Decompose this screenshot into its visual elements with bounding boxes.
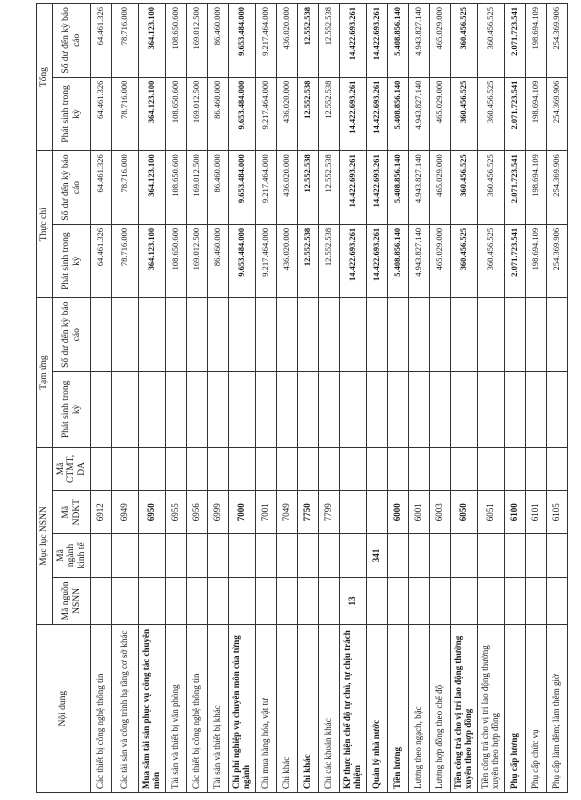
cell-row-content: Tài sản và thiết bị khác	[208, 625, 229, 793]
cell-ctmt-code	[187, 447, 208, 490]
cell-total-arise: 436.020.000	[277, 77, 298, 151]
cell-advance-arise	[340, 372, 367, 448]
table-row	[319, 4, 340, 793]
cell-advance-arise	[229, 372, 256, 448]
cell-ctmt-code	[367, 447, 388, 490]
cell-advance-arise	[277, 372, 298, 448]
cell-source-code	[430, 577, 451, 625]
cell-ctmt-code	[112, 447, 139, 490]
cell-advance-balance	[505, 298, 526, 372]
cell-advance-balance	[388, 298, 409, 372]
cell-ctmt-code	[319, 447, 340, 490]
cell-advance-balance	[430, 298, 451, 372]
header-advance-balance: Số dư đến kỳ báo cáo	[53, 298, 91, 372]
cell-source-code	[277, 577, 298, 625]
cell-actual-arise: 436.020.000	[277, 224, 298, 298]
cell-advance-balance	[409, 298, 430, 372]
cell-advance-arise	[478, 372, 505, 448]
cell-actual-balance: 12.552.538	[298, 151, 319, 225]
cell-total-arise: 198.694.109	[526, 77, 547, 151]
cell-actual-balance: 4.943.827.140	[409, 151, 430, 225]
cell-row-content: Tiền công trả cho vị trí lao động thường xuyên theo hợp đồng	[478, 625, 505, 793]
cell-total-balance: 14.422.693.261	[367, 4, 388, 78]
cell-actual-arise: 169.012.500	[187, 224, 208, 298]
cell-advance-balance	[208, 298, 229, 372]
cell-ctmt-code	[166, 447, 187, 490]
cell-actual-arise: 254.369.906	[547, 224, 568, 298]
cell-total-balance: 465.029.000	[430, 4, 451, 78]
cell-total-balance: 169.012.500	[187, 4, 208, 78]
cell-source-code	[388, 577, 409, 625]
cell-ndkt-code: 6949	[112, 491, 139, 534]
budget-report-table	[36, 3, 568, 793]
cell-total-arise: 64.461.326	[91, 77, 112, 151]
cell-advance-arise	[91, 372, 112, 448]
cell-actual-arise: 360.456.525	[451, 224, 478, 298]
cell-source-code	[319, 577, 340, 625]
cell-actual-balance: 108.650.600	[166, 151, 187, 225]
cell-ndkt-code: 6001	[409, 491, 430, 534]
cell-advance-balance	[166, 298, 187, 372]
cell-actual-arise: 14.422.693.261	[367, 224, 388, 298]
cell-actual-balance: 364.123.100	[139, 151, 166, 225]
cell-source-code	[367, 577, 388, 625]
cell-total-arise: 86.460.000	[208, 77, 229, 151]
cell-row-content: Các thiết bị công nghệ thông tin	[187, 625, 208, 793]
cell-advance-balance	[451, 298, 478, 372]
cell-ctmt-code	[208, 447, 229, 490]
cell-total-balance: 12.552.538	[298, 4, 319, 78]
cell-actual-balance: 465.029.000	[430, 151, 451, 225]
cell-actual-balance: 9.217.464.000	[256, 151, 277, 225]
cell-actual-arise: 364.123.100	[139, 224, 166, 298]
cell-row-content: Tiền công trả cho vị trí lao động thường xuyên theo hợp đồng	[451, 625, 478, 793]
cell-source-code	[298, 577, 319, 625]
header-source-code: Mã nguồn NSNN	[53, 577, 91, 625]
cell-total-arise: 364.123.100	[139, 77, 166, 151]
cell-sector-code	[526, 534, 547, 577]
cell-actual-balance: 86.460.000	[208, 151, 229, 225]
cell-advance-balance	[526, 298, 547, 372]
cell-actual-balance: 436.020.000	[277, 151, 298, 225]
table-row	[139, 4, 166, 793]
cell-advance-balance	[91, 298, 112, 372]
cell-ndkt-code: 7000	[229, 491, 256, 534]
cell-row-content: Chi phí nghiệp vụ chuyên môn của từng ngành	[229, 625, 256, 793]
cell-actual-arise: 64.461.326	[91, 224, 112, 298]
cell-sector-code	[547, 534, 568, 577]
cell-source-code	[505, 577, 526, 625]
cell-actual-balance: 198.694.109	[526, 151, 547, 225]
cell-total-balance: 360.456.525	[478, 4, 505, 78]
cell-actual-balance: 169.012.500	[187, 151, 208, 225]
table-body	[91, 4, 568, 793]
cell-source-code	[526, 577, 547, 625]
header-ndkt-code: Mã NDKT	[53, 491, 91, 534]
cell-row-content: KP thực hiện chế độ tự chủ, tự chịu trách nhiệm	[340, 625, 367, 793]
cell-advance-arise	[388, 372, 409, 448]
cell-ndkt-code	[340, 491, 367, 534]
header-group-mlns: Mục lục NSNN	[37, 447, 53, 624]
cell-ndkt-code: 6950	[139, 491, 166, 534]
cell-actual-balance: 14.422.693.261	[340, 151, 367, 225]
cell-advance-balance	[277, 298, 298, 372]
cell-total-balance: 436.020.000	[277, 4, 298, 78]
cell-row-content: Phụ cấp lương	[505, 625, 526, 793]
cell-advance-arise	[505, 372, 526, 448]
cell-row-content: Các tài sản và công trình hạ tầng cơ sở khác	[112, 625, 139, 793]
cell-actual-arise: 360.456.525	[478, 224, 505, 298]
cell-ndkt-code	[367, 491, 388, 534]
cell-advance-arise	[208, 372, 229, 448]
cell-actual-arise: 78.716.000	[112, 224, 139, 298]
cell-total-balance: 64.461.326	[91, 4, 112, 78]
cell-ndkt-code: 6999	[208, 491, 229, 534]
cell-total-balance: 2.071.723.541	[505, 4, 526, 78]
cell-source-code	[166, 577, 187, 625]
cell-actual-arise: 9.217.464.000	[256, 224, 277, 298]
cell-advance-balance	[112, 298, 139, 372]
cell-row-content: Tiền lương	[388, 625, 409, 793]
cell-ndkt-code: 6105	[547, 491, 568, 534]
cell-row-content: Tài sản và thiết bị văn phòng	[166, 625, 187, 793]
header-group-actual: Thực chi	[37, 151, 53, 298]
cell-total-arise: 14.422.693.261	[340, 77, 367, 151]
cell-sector-code	[451, 534, 478, 577]
cell-sector-code	[430, 534, 451, 577]
cell-actual-balance: 12.552.538	[319, 151, 340, 225]
cell-row-content: Phụ cấp làm đêm; làm thêm giờ	[547, 625, 568, 793]
table-row	[526, 4, 547, 793]
cell-actual-arise: 4.943.827.140	[409, 224, 430, 298]
cell-sector-code	[187, 534, 208, 577]
cell-ctmt-code	[298, 447, 319, 490]
header-content: Nội dung	[37, 625, 91, 793]
cell-advance-arise	[319, 372, 340, 448]
cell-total-arise: 2.071.723.541	[505, 77, 526, 151]
cell-total-balance: 364.123.100	[139, 4, 166, 78]
cell-sector-code	[388, 534, 409, 577]
cell-source-code	[451, 577, 478, 625]
cell-row-content: Lương hợp đồng theo chế độ	[430, 625, 451, 793]
cell-sector-code	[298, 534, 319, 577]
cell-row-content: Các thiết bị công nghệ thông tin	[91, 625, 112, 793]
cell-row-content: Chi khác	[277, 625, 298, 793]
cell-advance-arise	[256, 372, 277, 448]
cell-advance-balance	[340, 298, 367, 372]
cell-total-arise: 9.217.464.000	[256, 77, 277, 151]
cell-actual-arise: 5.408.856.140	[388, 224, 409, 298]
header-total-balance: Số dư đến kỳ báo cáo	[53, 4, 91, 78]
cell-total-arise: 12.552.538	[298, 77, 319, 151]
cell-advance-balance	[319, 298, 340, 372]
cell-advance-arise	[166, 372, 187, 448]
cell-ndkt-code: 6955	[166, 491, 187, 534]
cell-advance-arise	[547, 372, 568, 448]
cell-advance-balance	[187, 298, 208, 372]
cell-sector-code	[208, 534, 229, 577]
cell-total-arise: 169.012.500	[187, 77, 208, 151]
cell-sector-code	[166, 534, 187, 577]
cell-actual-balance: 2.071.723.541	[505, 151, 526, 225]
table-row	[478, 4, 505, 793]
cell-advance-balance	[547, 298, 568, 372]
cell-total-arise: 12.552.538	[319, 77, 340, 151]
cell-actual-arise: 86.460.000	[208, 224, 229, 298]
cell-ctmt-code	[139, 447, 166, 490]
cell-actual-arise: 14.422.693.261	[340, 224, 367, 298]
table-row	[367, 4, 388, 793]
cell-actual-arise: 12.552.538	[319, 224, 340, 298]
header-sector-code: Mã ngành kinh tế	[53, 534, 91, 577]
cell-total-arise: 78.716.000	[112, 77, 139, 151]
table-row	[256, 4, 277, 793]
cell-source-code: 13	[340, 577, 367, 625]
cell-total-arise: 360.456.525	[478, 77, 505, 151]
cell-ctmt-code	[340, 447, 367, 490]
cell-sector-code	[505, 534, 526, 577]
cell-advance-balance	[478, 298, 505, 372]
cell-ctmt-code	[451, 447, 478, 490]
cell-actual-balance: 9.653.484.000	[229, 151, 256, 225]
cell-ctmt-code	[547, 447, 568, 490]
table-row	[340, 4, 367, 793]
cell-total-arise: 14.422.693.261	[367, 77, 388, 151]
cell-advance-arise	[430, 372, 451, 448]
cell-ctmt-code	[256, 447, 277, 490]
table-row	[547, 4, 568, 793]
cell-total-arise: 360.456.525	[451, 77, 478, 151]
cell-row-content: Mua sắm tài sản phục vụ công tác chuyên môn	[139, 625, 166, 793]
cell-row-content: Phụ cấp chức vụ	[526, 625, 547, 793]
cell-row-content: Chi mua hàng hóa, vật tư	[256, 625, 277, 793]
cell-sector-code	[277, 534, 298, 577]
cell-actual-balance: 14.422.693.261	[367, 151, 388, 225]
cell-source-code	[478, 577, 505, 625]
cell-advance-arise	[187, 372, 208, 448]
cell-total-balance: 86.460.000	[208, 4, 229, 78]
cell-ctmt-code	[409, 447, 430, 490]
header-group-advance: Tạm ứng	[37, 298, 53, 447]
header-group-total: Tổng	[37, 4, 53, 151]
cell-actual-balance: 360.456.525	[451, 151, 478, 225]
cell-ctmt-code	[229, 447, 256, 490]
cell-row-content: Chi khác	[298, 625, 319, 793]
table-row	[277, 4, 298, 793]
cell-total-balance: 198.694.109	[526, 4, 547, 78]
cell-total-balance: 254.369.906	[547, 4, 568, 78]
cell-advance-arise	[409, 372, 430, 448]
cell-sector-code	[112, 534, 139, 577]
cell-actual-balance: 64.461.326	[91, 151, 112, 225]
header-actual-balance: Số dư đến kỳ báo cáo	[53, 151, 91, 225]
cell-source-code	[229, 577, 256, 625]
cell-total-arise: 465.029.000	[430, 77, 451, 151]
cell-source-code	[547, 577, 568, 625]
cell-sector-code	[478, 534, 505, 577]
cell-actual-arise: 198.694.109	[526, 224, 547, 298]
cell-actual-balance: 5.408.856.140	[388, 151, 409, 225]
cell-row-content: Quản lý nhà nước	[367, 625, 388, 793]
cell-source-code	[256, 577, 277, 625]
cell-ndkt-code: 7049	[277, 491, 298, 534]
cell-total-arise: 5.408.856.140	[388, 77, 409, 151]
cell-ndkt-code: 6051	[478, 491, 505, 534]
cell-source-code	[112, 577, 139, 625]
cell-ctmt-code	[430, 447, 451, 490]
cell-total-balance: 9.653.484.000	[229, 4, 256, 78]
cell-sector-code	[319, 534, 340, 577]
cell-ndkt-code: 7799	[319, 491, 340, 534]
cell-advance-arise	[451, 372, 478, 448]
cell-ndkt-code: 6003	[430, 491, 451, 534]
cell-actual-arise: 12.552.538	[298, 224, 319, 298]
table-row	[166, 4, 187, 793]
header-advance-arise: Phát sinh trong kỳ	[53, 372, 91, 448]
cell-source-code	[409, 577, 430, 625]
cell-advance-balance	[256, 298, 277, 372]
header-ctmt-code: Mã CTMT, DA	[53, 447, 91, 490]
cell-advance-balance	[367, 298, 388, 372]
cell-advance-arise	[526, 372, 547, 448]
cell-sector-code	[409, 534, 430, 577]
cell-actual-arise: 2.071.723.541	[505, 224, 526, 298]
table-row	[451, 4, 478, 793]
table-row	[430, 4, 451, 793]
cell-total-balance: 14.422.693.261	[340, 4, 367, 78]
cell-ndkt-code: 7750	[298, 491, 319, 534]
cell-row-content: Lương theo ngạch, bậc	[409, 625, 430, 793]
cell-total-balance: 360.456.525	[451, 4, 478, 78]
cell-advance-arise	[367, 372, 388, 448]
header-actual-arise: Phát sinh trong kỳ	[53, 224, 91, 298]
cell-sector-code	[139, 534, 166, 577]
table-row	[208, 4, 229, 793]
table-row	[187, 4, 208, 793]
cell-ctmt-code	[388, 447, 409, 490]
cell-ndkt-code: 6101	[526, 491, 547, 534]
cell-sector-code	[256, 534, 277, 577]
cell-ndkt-code: 6000	[388, 491, 409, 534]
cell-sector-code	[91, 534, 112, 577]
cell-total-arise: 254.369.906	[547, 77, 568, 151]
cell-ctmt-code	[526, 447, 547, 490]
cell-advance-balance	[229, 298, 256, 372]
cell-total-arise: 9.653.484.000	[229, 77, 256, 151]
cell-total-arise: 4.943.827.140	[409, 77, 430, 151]
cell-sector-code: 341	[367, 534, 388, 577]
cell-actual-arise: 465.029.000	[430, 224, 451, 298]
cell-actual-balance: 78.716.000	[112, 151, 139, 225]
cell-sector-code	[340, 534, 367, 577]
cell-total-balance: 9.217.464.000	[256, 4, 277, 78]
cell-actual-arise: 9.653.484.000	[229, 224, 256, 298]
table-row	[505, 4, 526, 793]
cell-advance-arise	[112, 372, 139, 448]
cell-sector-code	[229, 534, 256, 577]
cell-ndkt-code: 6050	[451, 491, 478, 534]
table-row	[388, 4, 409, 793]
cell-ndkt-code: 7001	[256, 491, 277, 534]
cell-ctmt-code	[478, 447, 505, 490]
header-total-arise: Phát sinh trong kỳ	[53, 77, 91, 151]
cell-actual-arise: 108.650.600	[166, 224, 187, 298]
cell-ndkt-code: 6100	[505, 491, 526, 534]
cell-total-balance: 12.552.538	[319, 4, 340, 78]
cell-total-balance: 78.716.000	[112, 4, 139, 78]
cell-advance-balance	[139, 298, 166, 372]
cell-advance-arise	[298, 372, 319, 448]
table-row	[229, 4, 256, 793]
cell-actual-balance: 254.369.906	[547, 151, 568, 225]
table-row	[112, 4, 139, 793]
cell-advance-arise	[139, 372, 166, 448]
table-row	[91, 4, 112, 793]
cell-source-code	[187, 577, 208, 625]
cell-ctmt-code	[277, 447, 298, 490]
cell-ctmt-code	[505, 447, 526, 490]
cell-total-arise: 108.650.600	[166, 77, 187, 151]
cell-total-balance: 5.408.856.140	[388, 4, 409, 78]
cell-ctmt-code	[91, 447, 112, 490]
cell-source-code	[139, 577, 166, 625]
cell-total-balance: 4.943.827.140	[409, 4, 430, 78]
cell-ndkt-code: 6912	[91, 491, 112, 534]
cell-actual-balance: 360.456.525	[478, 151, 505, 225]
cell-source-code	[91, 577, 112, 625]
table-row	[298, 4, 319, 793]
cell-source-code	[208, 577, 229, 625]
cell-advance-balance	[298, 298, 319, 372]
cell-row-content: Chi các khoản khác	[319, 625, 340, 793]
table-row	[409, 4, 430, 793]
cell-ndkt-code: 6956	[187, 491, 208, 534]
cell-total-balance: 108.650.600	[166, 4, 187, 78]
